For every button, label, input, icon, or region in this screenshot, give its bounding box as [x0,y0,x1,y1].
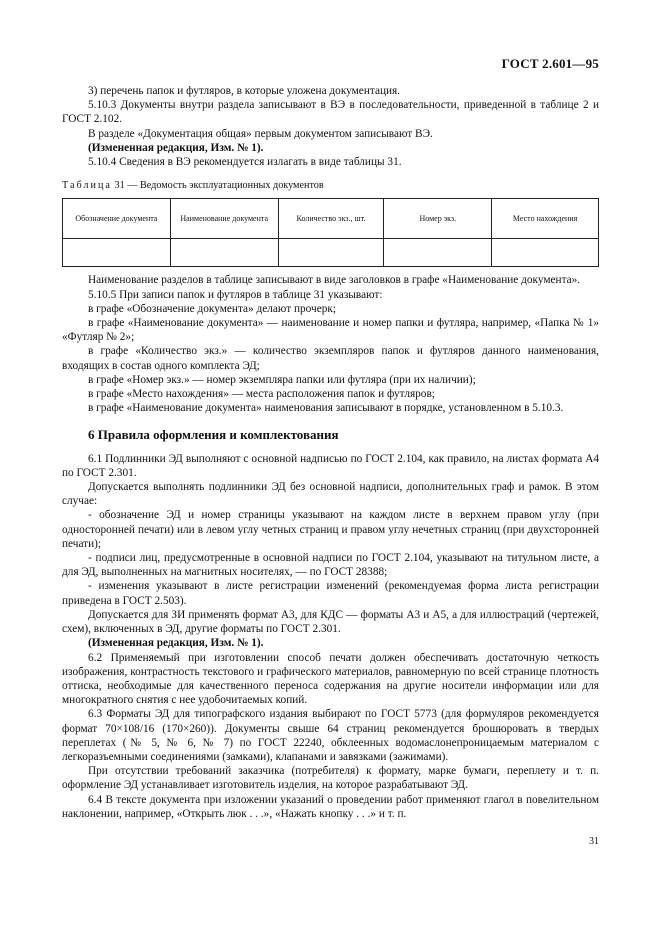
paragraph-signatures: - подписи лиц, предусмотренные в основной надписи по ГОСТ 2.104, указывают на титульном листе, а для ЭД, выполненных на магнитных носителях, — по ГОСТ 28388; [62,552,599,579]
table-header-cell: Номер экз. [384,199,492,239]
table-31-caption [62,179,599,193]
paragraph-5-10-5: 5.10.5 При записи папок и футляров в таблице 31 указывают: [88,288,383,301]
paragraph-general-docs: В разделе «Документация общая» первым документом записывают ВЭ. [88,127,433,140]
paragraph-column-location: в графе «Место нахождения» — места расположения папок и футляров; [88,388,435,401]
table-header-row [63,199,599,239]
paragraph-6-2: 6.2 Применяемый при изготовлении способ печати должен обеспечивать достаточную четкость изображения, контрастность текстового и графического материалов, равномерную по всей странице плотность оттиска, необходимые для качественного переноса содержания на другие носители информации или для многократного снятия с нее удобочитаемых копий. [62,651,599,707]
table-31 [62,198,599,267]
table-header-cell: Наименование документа [170,199,278,239]
page-number: 31 [589,836,599,847]
paragraph-allowed-without-title: Допускается выполнять подлинники ЭД без основной надписи, дополнительных граф и рамок. В этом случае: [62,481,599,508]
paragraph-6-4: 6.4 В тексте документа при изложении указаний о проведении работ применяют глагол в повелительном наклонении, например, «Открыть люк . . .», «Нажать кнопку . . .» и т. п. [62,793,599,820]
paragraph-6-1: 6.1 Подлинники ЭД выполняют с основной надписью по ГОСТ 2.104, как правило, на листах формата А4 по ГОСТ 2.301. [62,452,599,479]
paragraph-column-number: в графе «Номер экз.» — номер экземпляра папки или футляра (при их наличии); [88,373,476,386]
section-6-heading: 6 Правила оформления и комплектования [88,427,339,443]
table-cell [384,239,492,267]
paragraph-changes: - изменения указывают в листе регистрации изменений (рекомендуемая форма листа регистрации приведена в ГОСТ 2.503). [62,580,599,607]
table-row [63,239,599,267]
amendment-note: (Измененная редакция, Изм. № 1). [88,141,264,154]
page-content [62,84,599,821]
paragraph-column-designation: в графе «Обозначение документа» делают прочерк; [88,302,336,315]
paragraph-formats: Допускается для ЗИ применять формат А3, для КДС — форматы А3 и А5, а для иллюстраций (чертежей, схем), включенных в ЭД, другие форматы по ГОСТ 2.301. [62,608,599,636]
paragraph-page-designation: - обозначение ЭД и номер страницы указывают на каждом листе в верхнем правом углу (при односторонней печати) или в левом углу четных страниц и правом углу нечетных страниц (при двухсторонней печати); [62,509,599,550]
paragraph-5-10-3: 5.10.3 Документы внутри раздела записывают в ВЭ в последовательности, приведенной в таблице 2 и ГОСТ 2.102. [62,99,599,126]
standard-header: ГОСТ 2.601—95 [501,56,599,71]
paragraph-section-names: Наименование разделов в таблице записывают в виде заголовков в графе «Наименование документа». [88,274,581,287]
table-caption-prefix: Таблица [62,180,112,192]
table-cell [278,239,384,267]
paragraph-customer-requirements: При отсутствии требований заказчика (потребителя) к формату, марке бумаги, переплету и т. п. оформление ЭД устанавливает изготовитель изделия, на которое разрабатывают ЭД. [62,765,599,792]
paragraph-6-3: 6.3 Форматы ЭД для типографского издания выбирают по ГОСТ 5773 (для формуляров рекомендуется формат 70×108/16 (170×260)). Документы свыше 64 страниц рекомендуется брошюровать в твердых переплетах (№ 5, № 6, № 7) по ГОСТ 22240, обклеенных водомаслонепроницаемым материалом с легкоразъемными соединениями (замками), клапанами и завязками (зажимами). [62,708,599,763]
paragraph-5-10-4: 5.10.4 Сведения в ВЭ рекомендуется излагать в виде таблицы 31. [88,156,402,169]
table-cell [170,239,278,267]
paragraph-column-name: в графе «Наименование документа» — наименование и номер папки и футляра, например, «Папка № 1» «Футляр № 2»; [62,317,599,344]
paragraph-column-quantity: в графе «Количество экз.» — количество экземпляров папок и футляров данного наименования, входящих в состав одного комплекта ЭД; [62,345,599,372]
table-cell [492,239,599,267]
amendment-note: (Измененная редакция, Изм. № 1). [88,637,264,650]
paragraph-column-name-order: в графе «Наименование документа» наименования записывают в порядке, установленном в 5.10.3. [88,402,564,415]
table-header-cell: Обозначение документа [63,199,171,239]
table-header-cell: Место нахождения [492,199,599,239]
table-cell [63,239,171,267]
table-caption-text: 31 — Ведомость эксплуатационных документов [111,180,324,192]
table-header-cell: Количество экз., шт. [278,199,384,239]
paragraph-list-item-3: 3) перечень папок и футляров, в которые уложена документация. [88,85,401,97]
